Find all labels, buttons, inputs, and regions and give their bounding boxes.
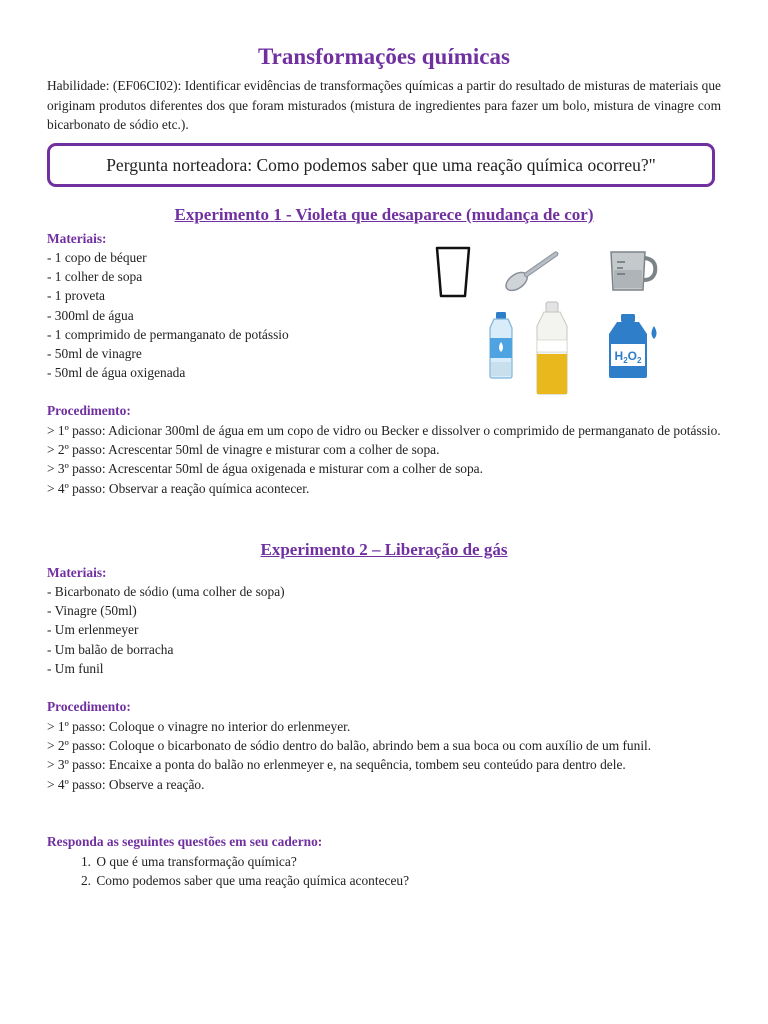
list-item: - Um erlenmeyer: [47, 622, 139, 638]
list-item: [47, 852, 721, 871]
list-item: > 2º passo: Coloque o bicarbonato de sódio dentro do balão, abrindo bem a sua boca ou com auxílio de um funil.: [47, 738, 652, 754]
list-item: > 1º passo: Adicionar 300ml de água em um copo de vidro ou Becker e dissolver o comprimido de permanganato de potássio.: [47, 423, 721, 438]
list-item: [47, 871, 721, 890]
vinegar-bottle-icon: [531, 300, 573, 396]
questions-label: Responda as seguintes questões em seu caderno:: [47, 834, 323, 849]
experiment1-title: Experimento 1 - Violeta que desaparece (mudança de cor): [174, 205, 594, 224]
question-number: 1.: [80, 854, 91, 869]
list-item: - 1 proveta: [47, 288, 106, 304]
svg-text:H2O2: $H_2O_2$: [614, 349, 642, 365]
list-item: > 3º passo: Encaixe a ponta do balão no erlenmeyer e, na sequência, tombem seu conteúdo para dentro dele.: [47, 757, 626, 773]
experiment1-materials-list: [47, 248, 289, 382]
list-item: - Um funil: [47, 660, 104, 676]
list-item: > 2º passo: Acrescentar 50ml de vinagre e misturar com a colher de sopa.: [47, 442, 440, 458]
measuring-cup-icon: [605, 246, 661, 296]
question-number: 2.: [80, 873, 91, 889]
list-item: > 4º passo: Observe a reação.: [47, 776, 205, 792]
list-item: - 300ml de água: [47, 307, 134, 323]
water-bottle-icon: [484, 310, 518, 380]
question-text: O que é uma transformação química?: [96, 854, 297, 869]
questions-list: [47, 852, 721, 890]
list-item: - 1 colher de sopa: [47, 269, 143, 285]
list-item: > 3º passo: Acrescentar 50ml de água oxigenada e misturar com a colher de sopa.: [47, 461, 483, 477]
list-item: - Vinagre (50ml): [47, 603, 137, 619]
guiding-question-box: [47, 143, 715, 187]
experiment1-materials-label: Materiais:: [47, 231, 107, 246]
question-text: Como podemos saber que uma reação química aconteceu?: [96, 873, 410, 889]
list-item: - 1 comprimido de permanganato de potássio: [47, 326, 289, 342]
list-item: - 50ml de água oxigenada: [47, 365, 186, 381]
guiding-question-text: Pergunta norteadora: Como podemos saber que uma reação química ocorreu?": [106, 154, 656, 175]
experiment1-procedure-label: Procedimento:: [47, 403, 131, 418]
hydrogen-peroxide-bottle-icon: [607, 312, 661, 380]
skill-description: Habilidade: (EF06CI02): Identificar evidências de transformações químicas a partir do resultado de misturas de materiais que originam produtos diferentes dos que foram misturados (mistura de ingredientes para fazer um bolo, mistura de vinagre com bicarbonato de sódio etc.).: [47, 78, 721, 132]
experiment2-procedure-list: [47, 717, 721, 794]
list-item: - Um balão de borracha: [47, 641, 174, 657]
list-item: - 1 copo de béquer: [47, 250, 147, 265]
list-item: > 1º passo: Coloque o vinagre no interior do erlenmeyer.: [47, 719, 351, 734]
experiment2-title: Experimento 2 – Liberação de gás: [260, 540, 508, 559]
experiment2-procedure-label: Procedimento:: [47, 699, 131, 714]
list-item: - 50ml de vinagre: [47, 345, 142, 361]
experiment2-materials-label: Materiais:: [47, 565, 107, 580]
list-item: - Bicarbonato de sódio (uma colher de sopa): [47, 584, 285, 599]
experiment2-materials-list: [47, 582, 285, 678]
spoon-icon: [499, 244, 567, 296]
list-item: > 4º passo: Observar a reação química acontecer.: [47, 480, 310, 496]
experiment1-procedure-list: [47, 421, 721, 498]
page-title: Transformações químicas: [258, 44, 510, 69]
